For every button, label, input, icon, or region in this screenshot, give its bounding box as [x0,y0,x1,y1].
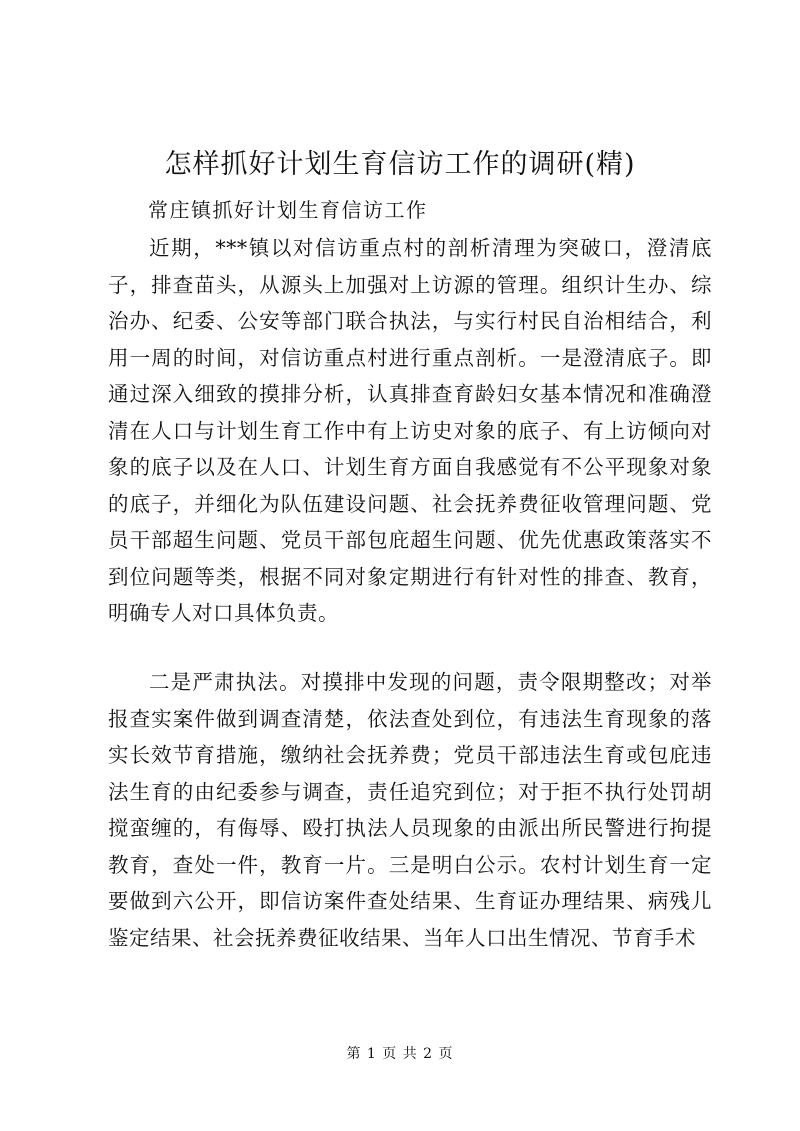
body-paragraph-1: 近期，***镇以对信访重点村的剖析清理为突破口，澄清底子，排查苗头，从源头上加强对上访源的管理。组织计生办、综治办、纪委、公安等部门联合执法，与实行村民自治相结合，利用一周的时间，对信访重点村进行重点剖析。一是澄清底子。即通过深入细致的摸排分析，认真排查育龄妇女基本情况和准确澄清在人口与计划生育工作中有上访史对象的底子、有上访倾向对象的底子以及在人口、计划生育方面自我感觉有不公平现象对象的底子，并细化为队伍建设问题、社会抚养费征收管理问题、党员干部超生问题、党员干部包庇超生问题、优先优惠政策落实不到位问题等类，根据不同对象定期进行有针对性的排查、教育，明确专人对口具体负责。 [108,236,712,625]
document-subtitle: 常庄镇抓好计划生育信访工作 [148,198,428,222]
body-paragraph-2: 二是严肃执法。对摸排中发现的问题，责令限期整改；对举报查实案件做到调查清楚，依法查处到位，有违法生育现象的落实长效节育措施，缴纳社会抚养费；党员干部违法生育或包庇违法生育的由纪委参与调查，责任追究到位；对于拒不执行处罚胡搅蛮缠的，有侮辱、殴打执法人员现象的由派出所民警进行拘提教育，查处一件，教育一片。三是明白公示。农村计划生育一定要做到六公开，即信访案件查处结果、生育证办理结果、病残儿鉴定结果、社会抚养费征收结果、当年人口出生情况、节育手术 [108,670,712,950]
page-footer: 第 1 页 共 2 页 [346,1046,454,1062]
document-title: 怎样抓好计划生育信访工作的调研(精) [164,149,636,180]
